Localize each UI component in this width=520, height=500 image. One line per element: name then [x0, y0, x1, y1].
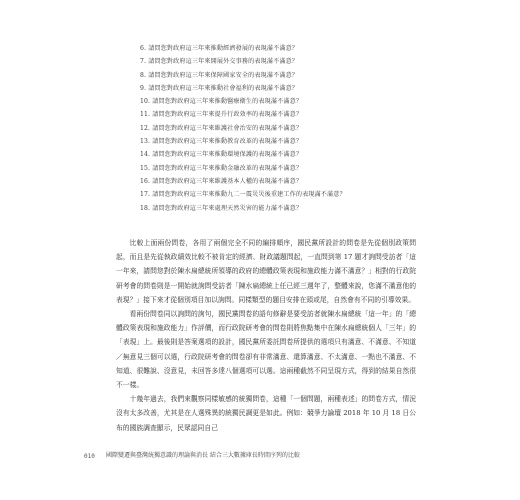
question-item: 8. 請問您對政府這三年來保障國家安全的表現滿不滿意？: [140, 71, 299, 79]
question-item: 16. 請問您對政府這三年來維護基本人權的表現滿不滿意？: [140, 177, 303, 185]
question-item: 7. 請問您對政府這三年來開展外交事務的表現滿不滿意？: [140, 58, 299, 66]
question-item: 9. 請問您對政府這三年來推動社會福利的表現滿不滿意？: [140, 84, 299, 92]
page-number: 010: [84, 453, 95, 460]
question-item: 17. 請問您對政府這三年來推動九二一震災災後重建工作的表現滿不滿意？: [140, 191, 346, 199]
question-list: [140, 42, 440, 215]
body-paragraph: 十幾年過去，我們來觀察同樣敏感的統獨問卷，這種「一個問題，兩種表述」的問卷方式，情況沒有太多改善，尤其是在人選殊異的統獨民調更是如此。例如：競爭力論壇 2018 年 10 月 18 日公布的國族調查顯示，民眾認同自己: [116, 395, 416, 432]
question-item: 10. 請問您對政府這三年來推動醫療衛生的表現滿不滿意？: [140, 98, 303, 106]
question-item: 15. 請問您對政府這三年來推動金融改革的表現滿不滿意？: [140, 164, 303, 172]
body-paragraph: 比較上面兩份問卷，各用了兩個完全不同的編排順序，國民黨所設計的問卷是先從個別政策問起，而且是先從執政績效比較不被肯定的經濟、財政議題問起，一直問到第 17 題才詢問受訪者「這一年來，請問您對於陳水扁總統所領導的政府的總體政策表現和施政能力滿不滿意？」相對的行政院研考會的問卷則是一開始就詢問受訪者「陳水扁總統上任已經三週年了，整體來說，您滿不滿意他的表現？」接下來才從個別項目加以詢問。同樣類型的題目安排在頭或尾，自然會有不同的引導效果。: [116, 239, 416, 304]
body-text: [116, 236, 416, 435]
question-item: 13. 請問您對政府這三年來推動教育改革的表現滿不滿意？: [140, 138, 303, 146]
question-item: 6. 請問您對政府這三年來推動經濟發展的表現滿不滿意？: [140, 45, 299, 52]
running-title: 國際變遷與臺灣統獨意識的理論與消長 結合三大數據庫長時間序列的比較: [106, 452, 300, 459]
question-item: 18. 請問您對政府這三年來處理天然災害的能力滿不滿意？: [140, 204, 303, 212]
question-item: 12. 請問您對政府這三年來維護社會治安的表現滿不滿意？: [140, 124, 303, 132]
question-item: 11. 請問您對政府這三年來提升行政效率的表現滿不滿意？: [140, 111, 303, 119]
question-item: 14. 請問您對政府這三年來推動環境保護的表現滿不滿意？: [140, 151, 303, 159]
body-paragraph: 看兩份問卷同以詢問的詢句，國民黨問卷的語句修辭是要受訪者就陳水扁總統「這一年」的「總體政策表現和施政能力」作評價，而行政院研考會的問卷則將焦點集中在陳水扁總統個人「三年」的「表現」上。最後則是答案選項的設計，國民黨所委託問卷所提供的選項只有滿意、不滿意、不知道／無意見三個可以選，行政院研考會的問卷卻有非常滿意、還算滿意、不太滿意、一點也不滿意、不知道、很難說、沒意見，未回答多達八個選項可以選。這兩種截然不同呈現方式，得到的結果自然很不一樣。: [116, 310, 416, 390]
